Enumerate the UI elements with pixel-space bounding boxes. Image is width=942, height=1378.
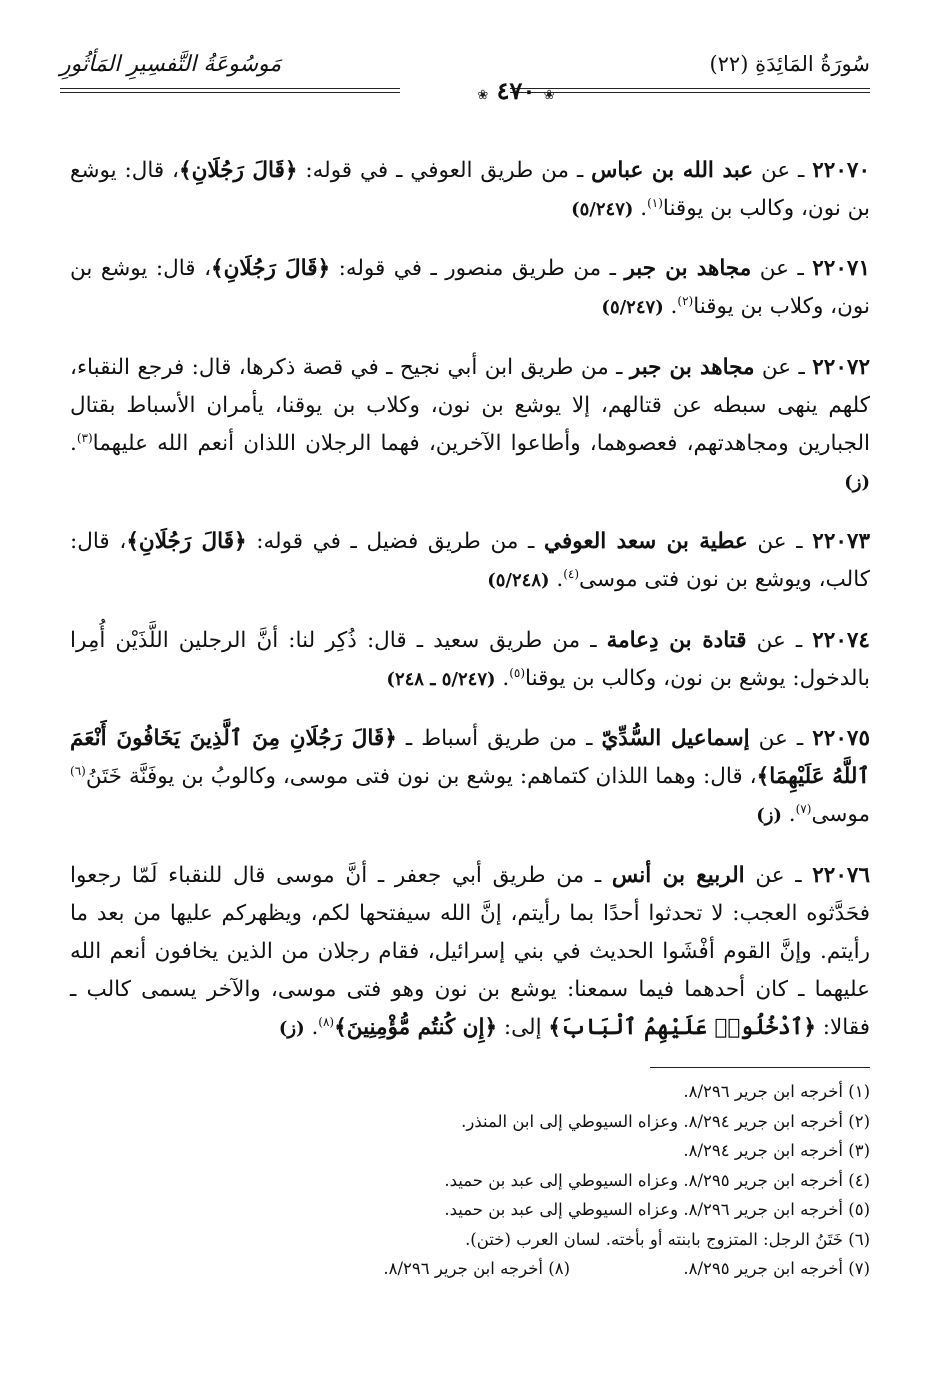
footnote-3: (٣) أخرجه ابن جرير ٨/٢٩٤. [683,1141,870,1160]
footnote-4: (٤) أخرجه ابن جرير ٨/٢٩٥. وعزاه السيوطي إلى عبد بن حميد. [444,1170,870,1190]
footnote-marker[interactable]: (٣) [76,430,93,445]
footnote-2: (٢) أخرجه ابن جرير ٨/٢٩٤. وعزاه السيوطي إلى ابن المنذر. [461,1111,870,1131]
footnote-row [70,1254,870,1284]
running-header [60,52,870,122]
header-rule-left [60,88,400,93]
ornament-icon: ❀ [477,88,489,103]
volume-reference: (٥/٢٤٨) [487,570,550,591]
footnote-marker[interactable]: (٢) [677,293,694,308]
volume-reference: (٥/٢٤٧) [571,198,634,220]
entry-22070: ٢٢٠٧٠ ـ عن عبد الله بن عباس ـ من طريق العوفي ـ في قوله: ﴿قَالَ رَجُلَانِ﴾، قال: يوشع بن نون، وكالب بن يوقنا$^{(١)}$. (٥/٢٤٧) [70,157,870,221]
volume-reference: (٥/٢٤٧) [601,297,664,318]
footnote-marker[interactable]: (٨) [318,1014,335,1029]
footnote-marker[interactable]: (٥) [509,665,526,680]
footnote-8: (٨) أخرجه ابن جرير ٨/٢٩٦. [383,1259,570,1278]
footnote-marker[interactable]: (٧) [795,801,812,816]
footnote-marker[interactable]: (٤) [563,566,580,581]
footnote-separator [650,1067,870,1068]
entry-22074: ٢٢٠٧٤ ـ عن قتادة بن دِعامة ـ من طريق سعيد ـ قال: ذُكِر لنا: أنَّ الرجلين اللَّذَيْن أُمِرا بالدخول: يوشع بن نون، وكالب بن يوقنا$^{(٥)}$. (٥/٢٤٧ ـ ٢٤٨) [70,627,870,691]
quran-quote: ﴿قَالَ رَجُلَانِ﴾ [126,529,247,554]
footnote-6: (٦) خَتَنُ الرجل: المتزوج بابنته أو بأخته. لسان العرب (ختن). [465,1229,870,1249]
quran-quote: ﴿إِن كُنتُم مُّؤْمِنِينَ﴾ [334,1014,498,1040]
footnote-marker[interactable]: (٦) [70,763,86,778]
entry-22072: ٢٢٠٧٢ ـ عن مجاهد بن جبر ـ من طريق ابن أبي نجيح ـ في قصة ذكرها، قال: فرجع النقباء، كلهم ينهى سبطه عن قتالهم، إلا يوشع بن نون، وكلاب بن يوقنا، يأمران الأسباط بقتال الجبارين ومجاهدتهم، فعصوهما، وأطاعوا الآخرين، فهما الرجلان اللذان أنعم الله عليهما$^{(٣)}$. (ز) [70,354,870,493]
footnote-marker[interactable]: (١) [647,195,663,210]
footnote-5: (٥) أخرجه ابن جرير ٨/٢٩٦. وعزاه السيوطي إلى عبد بن حميد. [444,1200,870,1219]
volume-reference: (ز) [278,1017,305,1039]
entry-22071: ٢٢٠٧١ ـ عن مجاهد بن جبر ـ من طريق منصور ـ في قوله: ﴿قَالَ رَجُلَانِ﴾، قال: يوشع بن نون، وكلاب بن يوقنا$^{(٢)}$. (٥/٢٤٧) [70,256,870,319]
book-title: مَوسُوعَةُ التَّفسِيرِ المَأثُورِ [60,52,282,77]
entry-22075: ٢٢٠٧٥ ـ عن إسماعيل السُّدِّيّ ـ من طريق أسباط ـ ﴿قَالَ رَجُلَانِ مِنَ ٱلَّذِينَ يَخَافُونَ أَنْعَمَ ٱللَّهُ عَلَيْهِمَا﴾، قال: وهما اللذان كتماهم: يوشع بن نون فتى موسى، وكالوبُ بن يوفَنَّة خَتَنُ$^{(٦)}$ موسى$^{(٧)}$. (ز) [70,726,870,827]
surah-title: سُورَةُ المَائِدَةِ (٢٢) [709,52,870,76]
quran-quote: ﴿ٱدْخُلُوا۟ عَلَيْهِمُ ٱلْبَابَ﴾ [548,1014,816,1040]
quran-quote: ﴿قَالَ رَجُلَانِ﴾ [178,157,298,183]
quran-quote: ﴿قَالَ رَجُلَانِ﴾ [211,256,331,281]
entry-22076: ٢٢٠٧٦ ـ عن الربيع بن أنس ـ من طريق أبي جعفر ـ أنَّ موسى قال للنقباء لَمّا رجعوا فحَدَّثوه العجب: لا تحدثوا أحدًا بما رأيتم، إنَّ الله سيفتحها لكم، ويظهركم عليها من بعد ما رأيتم. وإنَّ القوم أفْشَوا الحديث في بني إسرائيل، فقام رجلان من الذين يخافون أنعم الله عليهما ـ كان أحدهما فيما سمعنا: يوشع بن نون وهو فتى موسى، والآخر يسمى كالب ـ فقالا: ﴿ٱدْخُلُوا۟ عَلَيْهِمُ ٱلْبَابَ﴾ إلى: ﴿إِن كُنتُم مُّؤْمِنِينَ﴾$^{(٨)}$. (ز) [70,862,870,1040]
ornament-icon: ❀ [543,88,555,103]
entry-22073: ٢٢٠٧٣ ـ عن عطية بن سعد العوفي ـ من طريق فضيل ـ في قوله: ﴿قَالَ رَجُلَانِ﴾، قال: كالب، ويوشع بن نون فتى موسى$^{(٤)}$. (٥/٢٤٨) [70,529,871,592]
footnote-7: (٧) أخرجه ابن جرير ٨/٢٩٥. [683,1259,870,1278]
footnotes [70,1077,870,1284]
quran-quote: ﴿قَالَ رَجُلَانِ مِنَ ٱلَّذِينَ يَخَافُونَ أَنْعَمَ ٱللَّهُ عَلَيْهِمَا﴾ [70,726,870,789]
entries [70,130,870,1060]
footnote-1: (١) أخرجه ابن جرير ٨/٢٩٦. [683,1082,870,1101]
volume-reference: (ز) [756,805,782,826]
volume-reference: (٥/٢٤٧ ـ ٢٤٨) [386,668,496,690]
page-number: ❀ ٤٧٠ ❀ [477,76,555,105]
volume-reference: (ز) [844,471,870,493]
